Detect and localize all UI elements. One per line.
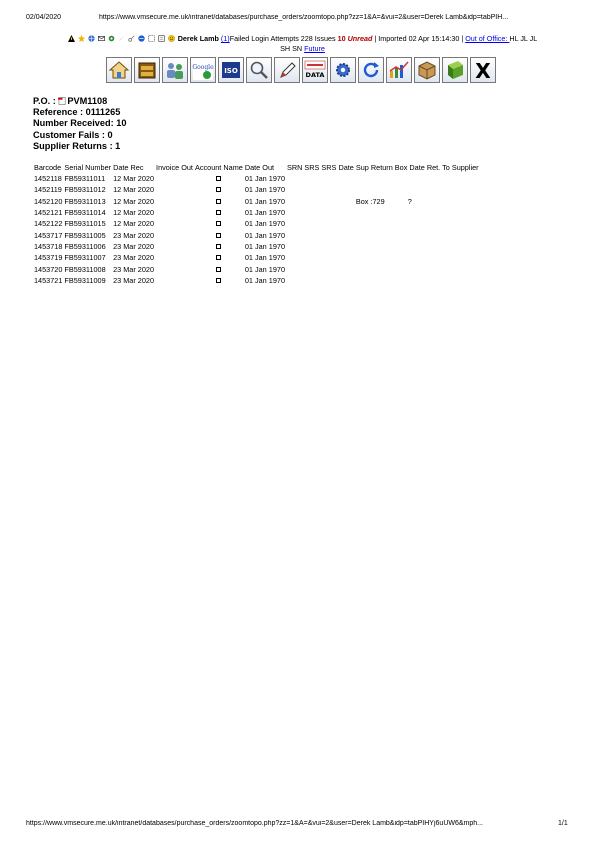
column-header: Account Name xyxy=(194,163,243,172)
account-name-cell xyxy=(194,218,244,229)
checkbox[interactable] xyxy=(216,255,221,260)
box-date-cell xyxy=(394,241,426,252)
box-button[interactable] xyxy=(414,57,440,83)
checkbox[interactable] xyxy=(216,278,221,283)
srn-cell xyxy=(286,275,303,286)
date-rec-cell: 12 Mar 2020 xyxy=(113,185,155,195)
srn-cell xyxy=(286,196,303,207)
column-header: Date Out xyxy=(244,163,275,172)
users-button[interactable] xyxy=(162,57,188,83)
sup-return-cell xyxy=(355,207,394,218)
date-out-cell: 01 Jan 1970 xyxy=(244,208,285,218)
serial-cell: FB59311006 xyxy=(64,241,106,251)
table-row xyxy=(33,275,480,286)
checkbox[interactable] xyxy=(216,210,221,215)
unread-label[interactable]: Unread xyxy=(347,34,373,43)
ret-to-supplier-cell xyxy=(426,275,480,286)
send-icon[interactable] xyxy=(118,35,125,42)
box-date-cell xyxy=(394,218,426,229)
future-link[interactable]: Future xyxy=(304,43,325,53)
table-row xyxy=(33,252,480,263)
sup-return-cell xyxy=(355,252,394,263)
srn-cell xyxy=(286,184,303,195)
column-header: Ret. To Supplier xyxy=(426,163,479,172)
date-rec-cell: 23 Mar 2020 xyxy=(113,264,155,274)
checkbox[interactable] xyxy=(216,199,221,204)
unread-count: 10 xyxy=(337,34,346,43)
status-bar xyxy=(30,34,575,53)
account-name-cell xyxy=(194,173,244,184)
account-name-cell xyxy=(194,241,244,252)
table-row xyxy=(33,184,480,195)
srs-date-cell xyxy=(320,196,354,207)
checkbox[interactable] xyxy=(216,244,221,249)
table-row xyxy=(33,218,480,229)
refresh-button[interactable] xyxy=(358,57,384,83)
column-header: Date Rec xyxy=(113,163,144,172)
serial-cell: FB59311008 xyxy=(64,264,106,274)
ret-to-supplier-cell xyxy=(426,229,480,240)
barcode-cell: 1452121 xyxy=(34,208,63,218)
data-button[interactable] xyxy=(302,57,328,83)
srs-cell xyxy=(303,241,320,252)
account-name-cell xyxy=(194,184,244,195)
column-header: Serial Number xyxy=(64,163,112,172)
table-row xyxy=(33,173,480,184)
srn-cell xyxy=(286,252,303,263)
srn-cell xyxy=(286,207,303,218)
sup-return-cell xyxy=(355,218,394,229)
customer-fails: Customer Fails : 0 xyxy=(33,129,113,140)
sup-return-cell xyxy=(355,263,394,274)
srs-cell xyxy=(303,184,320,195)
po-label: P.O. : xyxy=(33,96,56,106)
close-button[interactable] xyxy=(470,57,496,83)
sup-return-cell xyxy=(355,241,394,252)
close-icon xyxy=(472,59,494,81)
date-rec-cell: 23 Mar 2020 xyxy=(113,253,155,263)
serial-cell: FB59311011 xyxy=(64,174,106,184)
srs-cell xyxy=(303,275,320,286)
dashed-box-icon[interactable] xyxy=(148,35,155,42)
srs-date-cell xyxy=(320,263,354,274)
column-header: SRN xyxy=(287,163,303,172)
barcode-cell: 1452118 xyxy=(34,174,62,184)
edit-button[interactable] xyxy=(274,57,300,83)
barcode-cell: 1452120 xyxy=(34,196,63,206)
google-label: Google xyxy=(192,64,214,71)
search-button[interactable] xyxy=(246,57,272,83)
serial-cell: FB59311013 xyxy=(64,196,106,206)
table-row xyxy=(33,229,480,240)
date-rec-cell: 23 Mar 2020 xyxy=(113,241,155,251)
checkbox[interactable] xyxy=(216,187,221,192)
box-date-cell: ? xyxy=(407,196,412,206)
date-out-cell: 01 Jan 1970 xyxy=(244,230,285,240)
box-date-cell xyxy=(394,229,426,240)
srn-cell xyxy=(286,218,303,229)
date-out-cell: 01 Jan 1970 xyxy=(244,253,285,263)
srs-date-cell xyxy=(320,252,354,263)
invoice-out-cell xyxy=(155,275,194,286)
barcode-cell: 1453717 xyxy=(34,230,63,240)
column-header: SRS xyxy=(304,163,320,172)
home-icon xyxy=(108,59,130,81)
data-icon xyxy=(304,59,326,81)
print-date: 02/04/2020 xyxy=(26,14,62,21)
ret-to-supplier-cell xyxy=(426,184,480,195)
archive-icon xyxy=(136,59,158,81)
srs-cell xyxy=(303,173,320,184)
date-out-cell: 01 Jan 1970 xyxy=(244,264,285,274)
barcode-cell: 1453719 xyxy=(34,253,63,263)
serial-cell: FB59311005 xyxy=(64,230,106,240)
alerts-link[interactable]: (1) xyxy=(220,34,230,43)
srs-date-cell xyxy=(320,207,354,218)
srs-cell xyxy=(303,207,320,218)
ret-to-supplier-cell xyxy=(426,252,480,263)
invoice-out-cell xyxy=(155,184,194,195)
srn-cell xyxy=(286,241,303,252)
ret-to-supplier-cell xyxy=(426,218,480,229)
date-rec-cell: 23 Mar 2020 xyxy=(113,230,155,240)
srs-date-cell xyxy=(320,173,354,184)
sup-return-cell xyxy=(355,229,394,240)
mail-icon[interactable] xyxy=(98,35,105,42)
invoice-out-cell xyxy=(155,263,194,274)
home-button[interactable] xyxy=(106,57,132,83)
table-row xyxy=(33,241,480,252)
users-icon xyxy=(164,59,186,81)
serial-cell: FB59311012 xyxy=(64,185,106,195)
date-rec-cell: 12 Mar 2020 xyxy=(113,174,155,184)
globe-icon[interactable] xyxy=(88,35,95,42)
sup-return-cell xyxy=(355,184,394,195)
book-button[interactable] xyxy=(442,57,468,83)
office-codes-line2: SH SN xyxy=(280,43,303,53)
ret-to-supplier-cell xyxy=(426,263,480,274)
reference: Reference : 0111265 xyxy=(33,107,121,118)
date-out-cell: 01 Jan 1970 xyxy=(244,196,285,206)
box-icon xyxy=(416,59,438,81)
srs-cell xyxy=(303,229,320,240)
barcode-cell: 1452122 xyxy=(34,219,63,229)
sup-return-cell: Box :729 xyxy=(355,196,385,206)
serial-cell: FB59311014 xyxy=(64,208,106,218)
invoice-out-cell xyxy=(155,229,194,240)
box-date-cell xyxy=(394,252,426,263)
ret-to-supplier-cell xyxy=(426,241,480,252)
srs-cell xyxy=(303,218,320,229)
smiley-icon[interactable] xyxy=(168,35,175,42)
account-name-cell xyxy=(194,263,244,274)
serial-cell: FB59311007 xyxy=(64,253,106,263)
close-label: X xyxy=(475,59,491,81)
account-name-cell xyxy=(194,252,244,263)
invoice-out-cell xyxy=(155,218,194,229)
date-out-cell: 01 Jan 1970 xyxy=(244,241,285,251)
ret-to-supplier-cell xyxy=(426,196,480,207)
invoice-out-cell xyxy=(155,173,194,184)
checkbox[interactable] xyxy=(216,233,221,238)
table-body xyxy=(33,173,480,286)
barcode-cell: 1453720 xyxy=(34,264,63,274)
column-header: Invoice Out xyxy=(156,163,193,172)
note-icon[interactable] xyxy=(158,35,165,42)
toolbar xyxy=(106,57,496,83)
barcode-cell: 1452119 xyxy=(34,185,62,195)
print-url: https://www.vmsecure.me.uk/intranet/databases/purchase_orders/zoomtopo.php?zz=1&A=&vui=2&user=Derek Lamb&idp=tabPIH... xyxy=(99,14,509,21)
ret-to-supplier-cell xyxy=(426,173,480,184)
date-out-cell: 01 Jan 1970 xyxy=(244,219,285,229)
warning-icon[interactable] xyxy=(68,35,75,42)
barcode-cell: 1453718 xyxy=(34,241,63,251)
gear-icon xyxy=(332,59,354,81)
browser-icon[interactable] xyxy=(138,35,145,42)
column-header: Sup Return xyxy=(355,163,393,172)
archive-button[interactable] xyxy=(134,57,160,83)
items-table xyxy=(33,162,480,286)
box-date-cell xyxy=(394,173,426,184)
srs-date-cell xyxy=(320,275,354,286)
date-out-cell: 01 Jan 1970 xyxy=(244,174,285,184)
table-row xyxy=(33,263,480,274)
data-label: DATA xyxy=(305,71,325,79)
invoice-out-cell xyxy=(155,252,194,263)
date-rec-cell: 12 Mar 2020 xyxy=(113,196,155,206)
srs-date-cell xyxy=(320,218,354,229)
box-date-cell xyxy=(394,275,426,286)
account-name-cell xyxy=(194,229,244,240)
barcode-cell: 1453721 xyxy=(34,275,63,285)
google-icon xyxy=(192,59,214,81)
page-number: 1/1 xyxy=(558,820,568,827)
column-header: Barcode xyxy=(34,163,62,172)
account-name-cell xyxy=(194,196,244,207)
user-name: Derek Lamb xyxy=(177,34,219,43)
po-summary xyxy=(33,96,126,152)
failed-login-text: Failed Login Attempts 228 Issues xyxy=(229,34,336,43)
box-date-cell xyxy=(394,207,426,218)
sup-return-cell xyxy=(355,173,394,184)
iso-icon xyxy=(220,59,242,81)
srs-date-cell xyxy=(320,184,354,195)
iso-label: ISO xyxy=(224,67,238,75)
box-date-cell xyxy=(394,184,426,195)
key-icon[interactable] xyxy=(128,35,135,42)
date-rec-cell: 12 Mar 2020 xyxy=(113,219,155,229)
number-received: Number Received: 10 xyxy=(33,118,127,129)
office-codes: HL JL JL xyxy=(509,34,538,43)
star-icon[interactable] xyxy=(78,35,85,42)
table-row xyxy=(33,207,480,218)
chart-icon xyxy=(388,59,410,81)
srs-cell xyxy=(303,252,320,263)
serial-cell: FB59311009 xyxy=(64,275,106,285)
iso-button[interactable] xyxy=(218,57,244,83)
column-header: Box Date xyxy=(394,163,425,172)
sup-return-cell xyxy=(355,275,394,286)
po-number: PVM1108 xyxy=(67,96,108,106)
srs-date-cell xyxy=(320,229,354,240)
magnifier-icon xyxy=(248,59,270,81)
settings-icon[interactable] xyxy=(108,35,115,42)
srn-cell xyxy=(286,229,303,240)
srs-cell xyxy=(303,196,320,207)
settings-button[interactable] xyxy=(330,57,356,83)
pen-icon xyxy=(276,59,298,81)
checkbox[interactable] xyxy=(216,221,221,226)
checkbox[interactable] xyxy=(216,267,221,272)
po-line xyxy=(33,96,126,107)
book-icon xyxy=(444,59,466,81)
account-name-cell xyxy=(194,207,244,218)
table-row xyxy=(33,196,480,207)
invoice-out-cell xyxy=(155,207,194,218)
srs-date-cell xyxy=(320,241,354,252)
ret-to-supplier-cell xyxy=(426,207,480,218)
chart-button[interactable] xyxy=(386,57,412,83)
date-rec-cell: 12 Mar 2020 xyxy=(113,208,155,218)
account-name-cell xyxy=(194,275,244,286)
box-date-cell xyxy=(394,263,426,274)
date-out-cell: 01 Jan 1970 xyxy=(244,275,285,285)
imported-text: | Imported 02 Apr 15:14:30 | xyxy=(374,34,464,43)
footer-url: https://www.vmsecure.me.uk/intranet/databases/purchase_orders/zoomtopo.php?zz=1&A=&vui=2&user=Derek Lamb&idp=tabPIHYj6uUW6&mph... xyxy=(26,820,483,827)
invoice-out-cell xyxy=(155,241,194,252)
refresh-icon xyxy=(360,59,382,81)
google-button[interactable] xyxy=(190,57,216,83)
out-of-office-link[interactable]: Out of Office: xyxy=(465,34,510,43)
srs-cell xyxy=(303,263,320,274)
date-rec-cell: 23 Mar 2020 xyxy=(113,275,155,285)
column-header: SRS Date xyxy=(321,163,354,172)
supplier-returns: Supplier Returns : 1 xyxy=(33,140,121,151)
date-out-cell: 01 Jan 1970 xyxy=(244,185,285,195)
srn-cell xyxy=(286,263,303,274)
srn-cell xyxy=(286,173,303,184)
serial-cell: FB59311015 xyxy=(64,219,106,229)
checkbox[interactable] xyxy=(216,176,221,181)
invoice-out-cell xyxy=(155,196,194,207)
table-header-row xyxy=(33,162,480,173)
status-icons xyxy=(68,34,178,43)
